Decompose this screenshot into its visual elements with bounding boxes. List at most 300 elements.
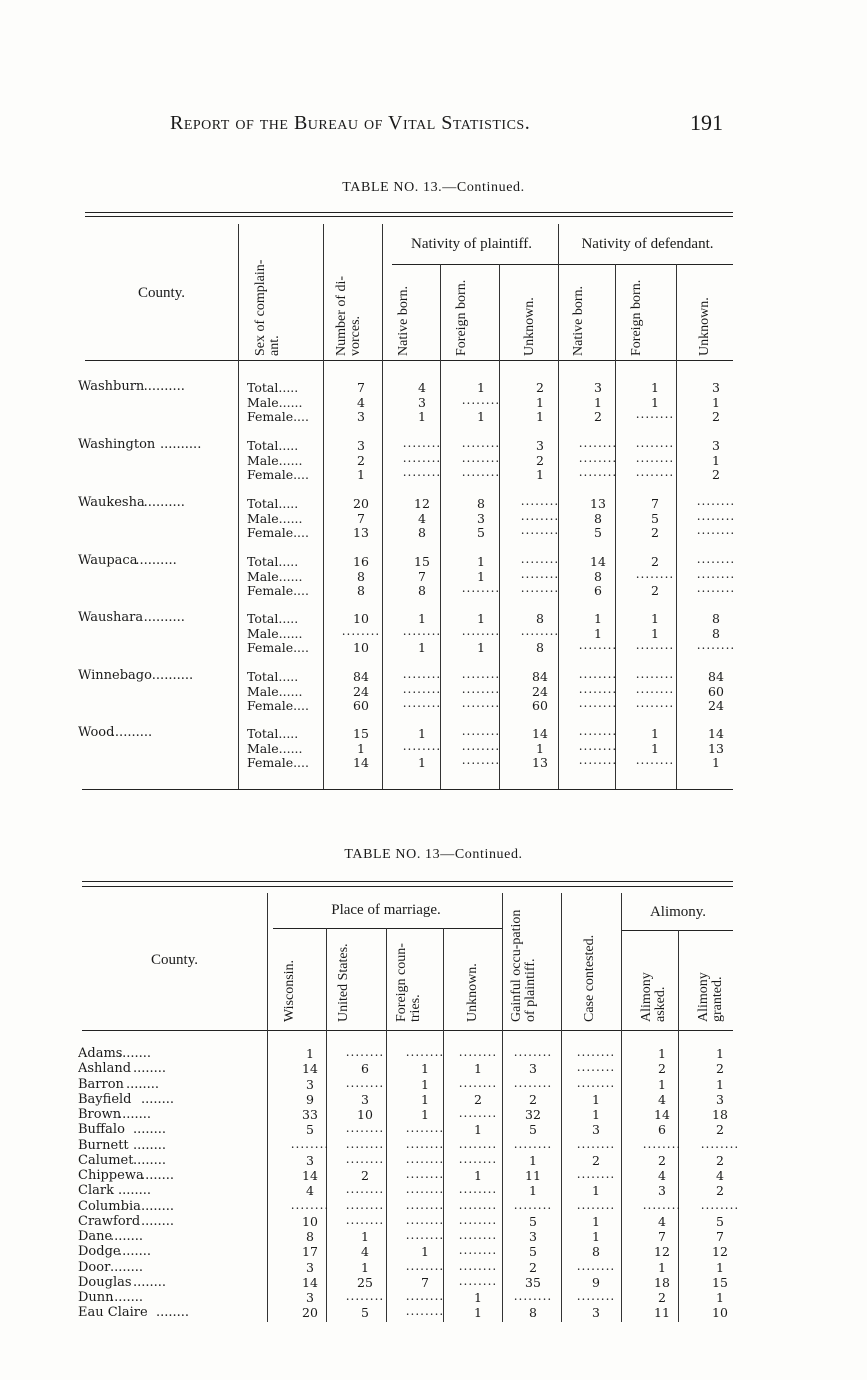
table2-cell: 5 [306, 1122, 314, 1138]
table1-empty-cell-leader: ........ [578, 724, 618, 738]
table2-cell: 6 [361, 1061, 369, 1077]
table2-cell: 9 [306, 1091, 314, 1107]
table2-empty-cell-leader: ........ [405, 1121, 445, 1136]
table1-cell: 4 [418, 380, 426, 395]
table2-cell: 1 [529, 1152, 537, 1168]
table2-county-leader: ........ [133, 1274, 167, 1290]
table2-cell: 4 [716, 1168, 724, 1183]
table2-cell: 12 [712, 1244, 728, 1260]
table1-cell: 3 [712, 380, 720, 395]
table1-cell: 60 [532, 698, 548, 713]
table2-cell: 5 [716, 1213, 724, 1229]
table1-cell: 84 [708, 669, 724, 684]
table1-empty-cell-leader: ........ [402, 681, 442, 696]
table2-cell: 12 [654, 1244, 670, 1260]
table1-county-leader: .......... [151, 668, 194, 683]
table2-empty-cell-leader: ........ [576, 1167, 616, 1181]
table2-cell: 15 [712, 1274, 728, 1290]
table1-header-rotated-number: Number of di-vorces. [334, 275, 363, 356]
table1-empty-cell-leader: ........ [578, 738, 618, 753]
table1-cell: 1 [536, 394, 544, 410]
table1-empty-cell-leader: ........ [635, 436, 675, 450]
table1-empty-cell-leader: ........ [520, 494, 560, 508]
table1-empty-cell-leader: ........ [402, 450, 442, 465]
table2-cell: 3 [306, 1152, 314, 1168]
table1-empty-cell-leader: ........ [461, 392, 501, 407]
table2-cell: 3 [529, 1061, 537, 1077]
table2-empty-cell-leader: ........ [345, 1289, 385, 1303]
table1-empty-cell-leader: ........ [402, 623, 442, 638]
table2-empty-cell-leader: ........ [513, 1045, 553, 1059]
table1-cell: 1 [651, 726, 659, 741]
table2-empty-cell-leader: ........ [345, 1075, 385, 1090]
table2-cell: 5 [529, 1122, 537, 1138]
table1-cell: 8 [477, 496, 485, 511]
table1-empty-cell-leader: ........ [520, 566, 560, 581]
table2-county-name: Brown [78, 1107, 122, 1122]
table1-header-rotated-native: Native born. [396, 286, 411, 356]
table1-sex-label: Female.... [247, 525, 309, 540]
table1-empty-cell-leader: ........ [578, 753, 618, 767]
table1-cell: 13 [532, 755, 548, 770]
table2-col-divider [561, 893, 562, 1322]
table1-cell: 2 [651, 583, 659, 598]
table1-county-waupaca: Waupaca [78, 553, 138, 568]
table1-cell: 60 [708, 683, 724, 699]
table1-sex-label: Male...... [247, 740, 303, 756]
table2-cell: 1 [716, 1290, 724, 1305]
table2-cell: 1 [592, 1107, 600, 1122]
table1-cell: 3 [418, 394, 426, 410]
table1-empty-cell-leader: ........ [635, 566, 675, 581]
table2-cell: 9 [592, 1274, 600, 1290]
table2-empty-cell-leader: ........ [458, 1045, 498, 1059]
table1-cell: 2 [651, 525, 659, 540]
table2-cell: 2 [529, 1091, 537, 1107]
table1-cell: 24 [353, 683, 369, 699]
table2-empty-cell-leader: ........ [345, 1045, 385, 1059]
table2-empty-cell-leader: ........ [458, 1212, 498, 1227]
table1-sex-label: Male...... [247, 452, 303, 468]
table2-cell: 25 [357, 1274, 373, 1290]
table1-sex-label: Total..... [247, 554, 299, 569]
table1-cell: 2 [357, 452, 365, 468]
table2-cell: 2 [716, 1183, 724, 1199]
table1-cell: 8 [536, 611, 544, 626]
table1-empty-cell-leader: ........ [578, 696, 618, 710]
table2-header-alimony-group: Alimony. [649, 904, 707, 920]
table2-county-name: Door [78, 1259, 111, 1275]
table2-empty-cell-leader: ........ [405, 1167, 445, 1181]
table2-cell: 1 [658, 1076, 666, 1092]
table2-cell: 1 [529, 1183, 537, 1199]
table2-empty-cell-leader: ........ [700, 1197, 740, 1212]
table1-cell: 8 [418, 525, 426, 540]
table1-cell: 8 [418, 583, 426, 598]
table2-cell: 1 [592, 1183, 600, 1199]
table2-empty-cell-leader: ........ [405, 1151, 445, 1166]
table2-cell: 3 [592, 1122, 600, 1138]
table2-cell: 2 [529, 1259, 537, 1275]
table1-cell: 5 [594, 525, 602, 540]
table1-empty-cell-leader: ........ [461, 623, 501, 638]
table2-county-leader: ........ [118, 1046, 152, 1061]
table1-cell: 84 [353, 669, 369, 684]
table1-county-winnebago: Winnebago [78, 668, 152, 683]
table1-sex-label: Female.... [247, 640, 309, 655]
table1-empty-cell-leader: ........ [635, 450, 675, 465]
table1-header-plaintiff-group: Nativity of plaintiff. [411, 236, 532, 252]
table1-cell: 7 [357, 510, 365, 526]
table1-cell: 1 [651, 611, 659, 626]
table2-empty-cell-leader: ........ [405, 1197, 445, 1212]
table1-header-rotated-unknown: Unknown. [522, 297, 537, 356]
table2-cell: 1 [421, 1244, 429, 1260]
table2-county-name: Crawford [78, 1213, 141, 1229]
table2-empty-cell-leader: ........ [458, 1182, 498, 1197]
table2-cell: 35 [525, 1274, 541, 1290]
table1-cell: 8 [712, 611, 720, 626]
table1-cell: 8 [357, 583, 365, 598]
table2-empty-cell-leader: ........ [576, 1258, 616, 1273]
table2-empty-cell-leader: ........ [405, 1136, 445, 1151]
table2-cell: 18 [712, 1107, 728, 1122]
table2-cell: 2 [716, 1061, 724, 1077]
table2-cell: 3 [716, 1091, 724, 1107]
table2-empty-cell-leader: ........ [458, 1106, 498, 1120]
table2-cell: 1 [592, 1213, 600, 1229]
table1-cell: 2 [712, 409, 720, 424]
table2-county-name: Calumet [78, 1152, 134, 1168]
table1-sex-label: Male...... [247, 568, 303, 584]
table1-cell: 2 [536, 380, 544, 395]
table1-cell: 7 [418, 568, 426, 584]
table2-cell: 18 [654, 1274, 670, 1290]
table2-county-leader: ........ [110, 1229, 144, 1244]
table2-cell: 6 [658, 1122, 666, 1138]
table1-header-rotated-native: Native born. [571, 286, 586, 356]
table1-cell: 1 [357, 740, 365, 756]
table1-empty-cell-leader: ........ [578, 465, 618, 479]
table2-cell: 7 [716, 1229, 724, 1244]
table1-cell: 3 [712, 438, 720, 453]
table1-empty-cell-leader: ........ [578, 436, 618, 450]
table1-sex-label: Total..... [247, 726, 299, 741]
table1-sex-label: Male...... [247, 510, 303, 526]
table2-cell: 1 [474, 1061, 482, 1077]
table1-cell: 8 [594, 568, 602, 584]
table2-empty-cell-leader: ........ [458, 1151, 498, 1166]
table1-county-waukesha: Waukesha [78, 495, 145, 510]
table1-cell: 1 [418, 409, 426, 424]
table1-empty-cell-leader: ........ [578, 667, 618, 681]
table1-cell: 15 [353, 726, 369, 741]
table2-header-rule [82, 1030, 733, 1031]
table1-cell: 16 [353, 554, 369, 569]
table1-cell: 7 [357, 380, 365, 395]
table2-cell: 2 [658, 1290, 666, 1305]
table2-cell: 2 [474, 1091, 482, 1107]
table2-cell: 33 [302, 1107, 318, 1122]
table2-empty-cell-leader: ........ [345, 1212, 385, 1227]
table1-empty-cell-leader: ........ [402, 436, 442, 450]
table2-county-leader: ........ [141, 1213, 175, 1229]
table1-cell: 1 [477, 409, 485, 424]
table2-county-name: Ashland [78, 1061, 132, 1077]
table2-cell: 1 [474, 1290, 482, 1305]
table2-cell: 17 [302, 1244, 318, 1260]
table1-cell: 1 [651, 625, 659, 641]
table2-cell: 4 [361, 1244, 369, 1260]
table2-county-leader: ........ [156, 1305, 190, 1321]
table1-cell: 1 [477, 554, 485, 569]
table1-cell: 1 [418, 755, 426, 770]
table2-cell: 1 [361, 1259, 369, 1275]
table2-county-name: Chippewa [78, 1168, 144, 1183]
table2-empty-cell-leader: ........ [458, 1197, 498, 1212]
table1-cell: 14 [353, 755, 369, 770]
table1-cell: 1 [594, 611, 602, 626]
table1-county-leader: .......... [135, 553, 177, 568]
table1-cell: 20 [353, 496, 369, 511]
table2-cell: 3 [658, 1183, 666, 1199]
table2-empty-cell-leader: ........ [576, 1060, 616, 1075]
table2-empty-cell-leader: ........ [576, 1075, 616, 1090]
table1-sex-label: Female.... [247, 698, 309, 713]
table1-county-washington: Washington [78, 437, 156, 452]
table1-cell: 10 [353, 640, 369, 655]
table2-cell: 1 [421, 1061, 429, 1077]
table2-county-leader: ........ [118, 1183, 152, 1199]
table1-empty-cell-leader: ........ [696, 566, 736, 581]
table2-cell: 1 [474, 1168, 482, 1183]
table2-cell: 1 [658, 1046, 666, 1061]
table2-cell: 4 [658, 1213, 666, 1229]
table1-empty-cell-leader: ........ [696, 523, 736, 537]
table1-empty-cell-leader: ........ [635, 465, 675, 479]
table1-sex-label: Female.... [247, 467, 309, 482]
table1-sex-label: Total..... [247, 438, 299, 453]
table2-header-place-group: Place of marriage. [331, 902, 441, 918]
table1-empty-cell-leader: ........ [461, 738, 501, 753]
table2-county-name: Dane [78, 1229, 113, 1244]
table2-county-leader: ........ [118, 1244, 152, 1260]
table1-cell: 4 [418, 510, 426, 526]
table2-top-rule-2 [82, 886, 733, 887]
table2-empty-cell-leader: ........ [405, 1212, 445, 1227]
table1-empty-cell-leader: ........ [635, 407, 675, 421]
table1-empty-cell-leader: ........ [402, 738, 442, 753]
table1-empty-cell-leader: ........ [520, 623, 560, 638]
table2-header-rotated-occupation: Gainful occu-pation of plaintiff. [509, 909, 538, 1022]
table1-cell: 2 [594, 409, 602, 424]
table2-empty-cell-leader: ........ [458, 1228, 498, 1242]
table1-cell: 13 [708, 740, 724, 756]
table1-cell: 1 [594, 625, 602, 641]
table1-cell: 2 [712, 467, 720, 482]
table1-cell: 8 [536, 640, 544, 655]
table2-empty-cell-leader: ........ [513, 1197, 553, 1212]
table1-cell: 2 [651, 554, 659, 569]
table2-cell: 1 [421, 1091, 429, 1107]
table2-cell: 1 [421, 1076, 429, 1092]
table1-empty-cell-leader: ........ [696, 581, 736, 595]
table2-cell: 1 [716, 1259, 724, 1275]
table1-header-rotated-sex: Sex of complain-ant. [253, 259, 282, 356]
table2-county-leader: ........ [118, 1107, 152, 1122]
table2-county-name: Barron [78, 1076, 124, 1092]
table2-top-rule-1 [82, 881, 733, 882]
table2-cell: 8 [306, 1229, 314, 1244]
table1-header-rotated-foreign: Foreign born. [454, 279, 469, 356]
table2-county-leader: ........ [126, 1076, 160, 1092]
table1-county-leader: .......... [110, 725, 153, 740]
table1-cell: 1 [594, 394, 602, 410]
table1-county-wood: Wood [78, 725, 115, 740]
table2-header-rotated-contested: Case contested. [582, 934, 597, 1022]
table2-cell: 1 [474, 1305, 482, 1321]
table2-empty-cell-leader: ........ [405, 1258, 445, 1273]
table2-empty-cell-leader: ........ [345, 1182, 385, 1197]
table1-empty-cell-leader: ........ [520, 552, 560, 566]
table2-empty-cell-leader: ........ [576, 1289, 616, 1303]
table1-empty-cell-leader: ........ [578, 638, 618, 652]
table2-cell: 1 [592, 1229, 600, 1244]
table2-cell: 10 [712, 1305, 728, 1321]
table1-empty-cell-leader: ........ [461, 450, 501, 465]
table1-empty-cell-leader: ........ [461, 724, 501, 738]
table1-empty-cell-leader: ........ [635, 681, 675, 696]
table1-cell: 1 [536, 409, 544, 424]
table1-sex-label: Total..... [247, 380, 299, 395]
table2-cell: 14 [654, 1107, 670, 1122]
table2-county-leader: ........ [110, 1290, 144, 1305]
table2-cell: 1 [361, 1229, 369, 1244]
table2-cell: 1 [658, 1259, 666, 1275]
table2-cell: 5 [529, 1213, 537, 1229]
table2-empty-cell-leader: ........ [458, 1273, 498, 1288]
table2-cell: 2 [592, 1152, 600, 1168]
table1-empty-cell-leader: ........ [461, 436, 501, 450]
table2-empty-cell-leader: ........ [405, 1045, 445, 1059]
table1-cell: 1 [536, 740, 544, 756]
table2-cell: 4 [306, 1183, 314, 1199]
table1-cell: 8 [357, 568, 365, 584]
table2-county-leader: ........ [133, 1152, 167, 1168]
table1-sex-label: Male...... [247, 625, 303, 641]
table1-cell: 1 [712, 452, 720, 468]
table2-empty-cell-leader: ........ [345, 1121, 385, 1136]
table1-county-waushara: Waushara [78, 610, 144, 625]
table2-county-name: Burnett [78, 1137, 129, 1153]
table1-cell: 14 [708, 726, 724, 741]
table1-cell: 2 [536, 452, 544, 468]
table2-county-name: Clark [78, 1183, 114, 1199]
table2-cell: 3 [361, 1091, 369, 1107]
table2-caption: TABLE NO. 13—Continued. [344, 847, 523, 862]
table2-empty-cell-leader: ........ [405, 1228, 445, 1242]
table2-cell: 32 [525, 1107, 541, 1122]
table2-empty-cell-leader: ........ [345, 1151, 385, 1166]
table1-empty-cell-leader: ........ [461, 696, 501, 710]
table2-empty-cell-leader: ........ [405, 1304, 445, 1319]
table2-county-name: Columbia [78, 1198, 141, 1214]
table1-empty-cell-leader: ........ [461, 667, 501, 681]
table2-cell: 2 [716, 1122, 724, 1138]
table2-county-leader: ........ [141, 1168, 175, 1183]
table1-cell: 24 [708, 698, 724, 713]
table2-header-rotated-granted: Alimony granted. [696, 972, 725, 1022]
table2-cell: 4 [658, 1091, 666, 1107]
table1-sex-label: Female.... [247, 583, 309, 598]
table2-empty-cell-leader: ........ [290, 1197, 330, 1212]
table2-cell: 11 [654, 1305, 670, 1321]
table2-empty-cell-leader: ........ [700, 1136, 740, 1151]
table1-cell: 60 [353, 698, 369, 713]
table2-header-rotated-wisconsin: Wisconsin. [282, 959, 297, 1022]
table2-empty-cell-leader: ........ [458, 1258, 498, 1273]
table1-cell: 1 [712, 394, 720, 410]
table2-empty-cell-leader: ........ [513, 1289, 553, 1303]
table1-sex-label: Male...... [247, 683, 303, 699]
table1-cell: 3 [477, 510, 485, 526]
table1-cell: 1 [418, 726, 426, 741]
table1-cell: 4 [357, 394, 365, 410]
table2-county-name: Dunn [78, 1290, 114, 1305]
table1-cell: 8 [594, 510, 602, 526]
table1-empty-cell-leader: ........ [635, 667, 675, 681]
table2-empty-cell-leader: ........ [458, 1075, 498, 1090]
table2-empty-cell-leader: ........ [513, 1075, 553, 1090]
table1-cell: 1 [651, 740, 659, 756]
table2-cell: 14 [302, 1061, 318, 1077]
table1-empty-cell-leader: ........ [696, 508, 736, 523]
table1-county-leader: .......... [143, 379, 185, 394]
table1-empty-cell-leader: ........ [520, 581, 560, 595]
table2-cell: 8 [529, 1305, 537, 1321]
table2-cell: 8 [592, 1244, 600, 1260]
table2-cell: 2 [716, 1152, 724, 1168]
table2-empty-cell-leader: ........ [458, 1136, 498, 1151]
table1-cell: 13 [590, 496, 606, 511]
table2-cell: 1 [306, 1046, 314, 1061]
table1-empty-cell-leader: ........ [635, 753, 675, 767]
table2-col-divider [267, 893, 268, 1322]
table1-cell: 5 [651, 510, 659, 526]
table2-cell: 20 [302, 1305, 318, 1321]
table1-empty-cell-leader: ........ [461, 753, 501, 767]
table2-cell: 7 [421, 1274, 429, 1290]
table2-county-name: Adams [78, 1046, 123, 1061]
table1-cell: 1 [651, 380, 659, 395]
table1-county-washburn: Washburn [78, 379, 145, 394]
page-number: 191 [690, 110, 723, 135]
table2-cell: 2 [658, 1152, 666, 1168]
table1-empty-cell-leader: ........ [696, 494, 736, 508]
table1-sex-label: Female.... [247, 755, 309, 770]
table2-empty-cell-leader: ........ [345, 1197, 385, 1212]
table1-header-defendant-group: Nativity of defendant. [581, 236, 714, 252]
table2-cell: 2 [361, 1168, 369, 1183]
table2-empty-cell-leader: ........ [576, 1136, 616, 1151]
table1-cell: 12 [414, 496, 430, 511]
table2-county-leader: ........ [133, 1122, 167, 1138]
table2-header-rotated-united-states: United States. [336, 943, 351, 1022]
table1-empty-cell-leader: ........ [461, 465, 501, 479]
table1-cell: 13 [353, 525, 369, 540]
table2-county-name: Douglas [78, 1274, 132, 1290]
table2-cell: 4 [658, 1168, 666, 1183]
